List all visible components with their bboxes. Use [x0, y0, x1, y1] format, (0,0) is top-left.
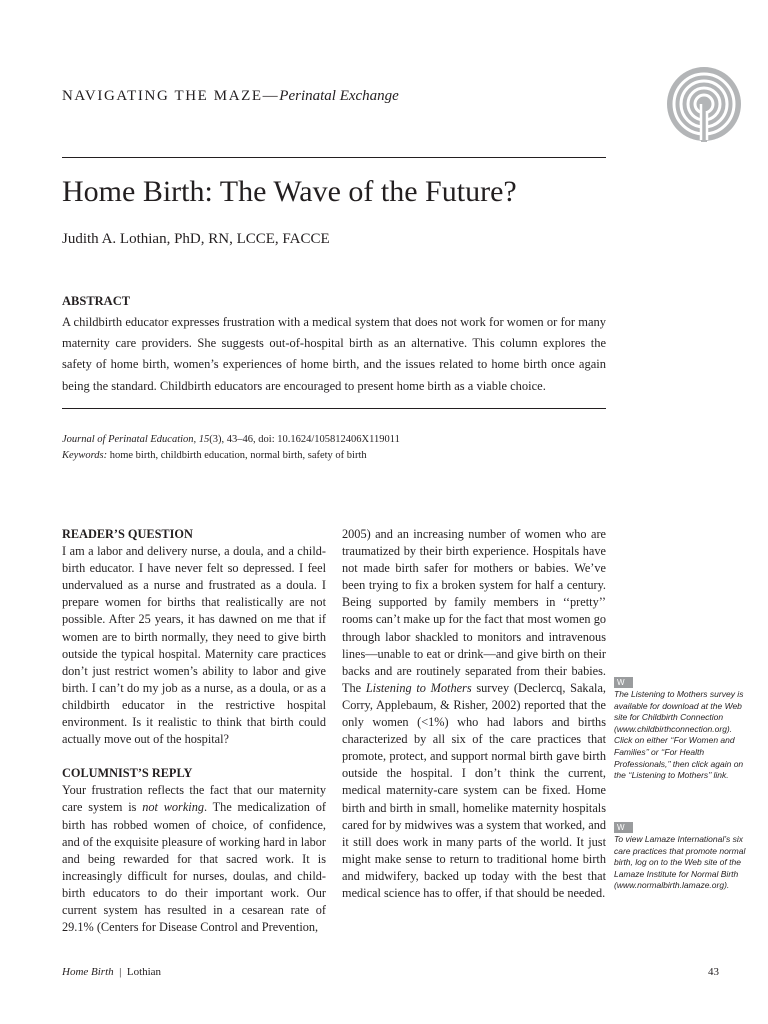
running-footer	[62, 966, 161, 978]
divider-abstract	[62, 408, 606, 409]
web-link-icon: W	[614, 822, 633, 833]
abstract-heading: ABSTRACT	[62, 294, 131, 308]
section-label: NAVIGATING THE MAZE—	[62, 88, 280, 104]
journal-volume: 15	[198, 434, 210, 445]
columnists-reply-paragraph	[62, 782, 326, 936]
reply-text-part1: Your frustration reflects the fact that our maternity care system is	[62, 783, 326, 815]
reply-text-part2: . The medicalization of birth has robbed women of choice, of confidence, and of the exquisite pleasure of working hard in labor and being rewarded for that sacred work. It is increasingly difficult for nurses, doulas, and child-birth educators to do their important work. Our current system has resulted in a cesarean rate of 29.1% (Centers for Disease Control and Prevention,	[62, 800, 326, 935]
journal-name: Journal of Perinatal Education,	[62, 434, 197, 445]
left-column	[62, 526, 326, 936]
article-author: Judith A. Lothian, PhD, RN, LCCE, FACCE	[62, 231, 330, 247]
divider-top	[62, 157, 606, 158]
citation-details: (3), 43–46, doi: 10.1624/105812406X119011	[209, 434, 400, 445]
running-title: Home Birth	[62, 966, 114, 978]
footer-separator: |	[119, 966, 122, 978]
reply-text-part4: survey (Declercq, Sakala, Corry, Applebaum, & Risher, 2002) reported that the only women (<1%) who had labors and births characterized by all six of the care practices that promote, protect, and support normal birth gave birth outside the hospital. I don’t think the current, medical maternity-care system can be fixed. Home birth and birth in small, homelike maternity hospitals cared for by midwives was a system that worked, and it still does work in many parts of the world. It just might make sense to return to traditional home birth and midwifery, backed up today with the best that medical science has to offer, if that should be needed.	[342, 680, 606, 900]
citation-line	[62, 432, 606, 448]
keywords-text: home birth, childbirth education, normal birth, safety of birth	[109, 450, 367, 461]
section-subtitle: Perinatal Exchange	[279, 88, 399, 104]
margin-note-lamaze-practices	[614, 822, 748, 892]
columnists-reply-heading: COLUMNIST’S REPLY	[62, 766, 193, 781]
reply-text-part3: 2005) and an increasing number of women who are traumatized by their birth experience. Hospitals have not made birth safer for mothers or babies. We’ve been trying to fix a broken system for half a century. Being supported by family members in ‘‘pretty’’ rooms can’t make up for the fact that most women go through labor shackled to monitors and intravenous lines—unable to eat or drink—and give birth on their backs and are routinely separated from their babies. The	[342, 527, 606, 695]
web-link-icon: W	[614, 677, 633, 688]
labyrinth-logo-icon	[666, 66, 742, 142]
right-column	[342, 526, 606, 902]
reply-emphasis: not working	[142, 800, 205, 815]
section-header	[62, 88, 399, 105]
margin-note-listening-to-mothers	[614, 677, 748, 782]
citation-block	[62, 432, 606, 464]
abstract-text: A childbirth educator expresses frustration with a medical system that does not work for women or for many maternity care providers. She suggests out-of-hospital birth as an alternative. This column explores the safety of home birth, women’s experiences of home birth, and the issues related to home birth once again being the standard. Childbirth educators are encouraged to present home birth as a viable choice.	[62, 315, 606, 393]
survey-title: Listening to Mothers	[365, 680, 472, 695]
margin-note-text: To view Lamaze International’s six care practices that promote normal birth, log on to the Web site of the Lamaze Institute for Normal Birth (www.normalbirth.lamaze.org).	[614, 834, 746, 891]
readers-question-heading: READER’S QUESTION	[62, 527, 193, 541]
reply-continued-paragraph	[342, 526, 606, 902]
running-author: Lothian	[126, 966, 162, 978]
page-number: 43	[708, 966, 719, 978]
keywords-label: Keywords:	[62, 450, 108, 461]
keywords-line	[62, 448, 606, 464]
readers-question-text: I am a labor and delivery nurse, a doula, and a child-birth educator. I have never felt so depressed. I feel undervalued as a nurse and frustrated as a doula. I prepare women for births that realistically are not possible. After 25 years, it has dawned on me that if women are to birth normally, they need to give birth outside the typical hospital. Maternity care practices don’t just restrict women’s ability to labor and give birth. I can’t do my job as a nurse, as a doula, or as a childbirth educator in the restrictive hospital environment. Is it realistic to think that birth could actually move out of the hospital?	[62, 544, 326, 747]
article-title: Home Birth: The Wave of the Future?	[62, 175, 517, 208]
margin-note-text: The Listening to Mothers survey is available for download at the Web site for Childbirth Connection (www.childbirthconnection.org). Click on either ‘‘For Women and Families’’ or ‘‘For Health Professionals,’’ then click again on the ‘‘Listening to Mothers’’ link.	[614, 689, 744, 781]
